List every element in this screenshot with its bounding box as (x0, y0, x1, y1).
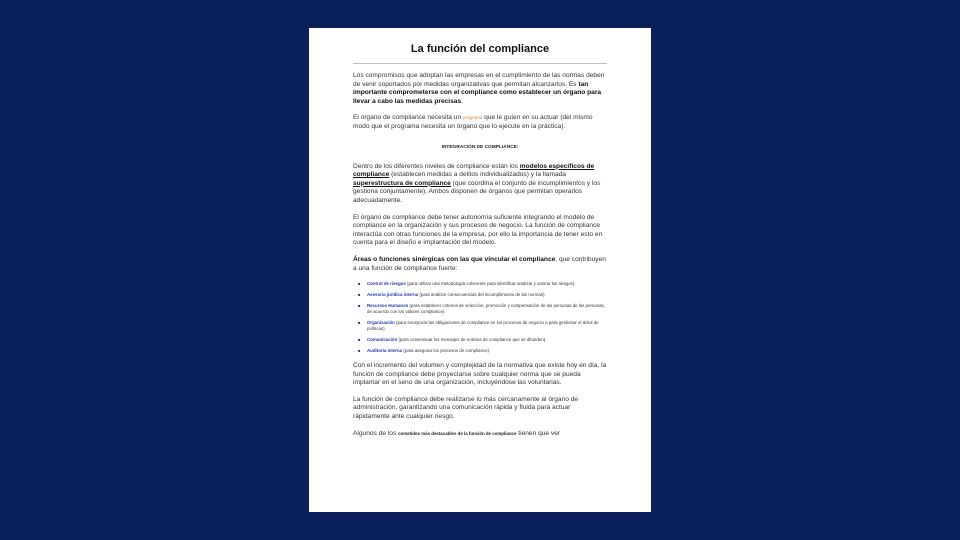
list-item (363, 348, 607, 354)
levels-paragraph (353, 163, 607, 206)
list-item (363, 320, 607, 332)
duties-paragraph (353, 430, 607, 439)
specific-models-term: modelos específicos de compliance (353, 162, 595, 179)
synergy-list (353, 281, 607, 354)
regulation-paragraph: Con el incremento del volumen y complejidad de la normativa que existe hoy en día, la función de compliance debe proyectarse sobre cualquier norma que se pueda implantar en el seno de una organización, incluyéndose las voluntarias. (353, 362, 607, 387)
list-item-text: (para asegurar los procesos de compliance). (402, 348, 491, 354)
levels-text-a: Dentro de los diferentes niveles de compliance están los (353, 162, 520, 170)
list-item (363, 292, 607, 298)
synergy-paragraph (353, 256, 607, 273)
list-item-label: Asesoría jurídica interna (367, 292, 419, 298)
title-divider (353, 63, 607, 64)
list-item-text: (para consensuar los mensajes de noticias de compliance que se difunden). (397, 337, 547, 343)
list-item-label: Auditoría interna (367, 348, 403, 354)
program-text-end: que le guíen en su actuar (del mismo modo que el programa necesita un órgano que lo ejecute en la práctica). (353, 114, 593, 130)
list-item-text: (para incorporar las obligaciones de compliance en los procesos de negocio o para gestionar el árbol de políticas). (367, 320, 599, 332)
list-item-text: (para utilizar una metodología coherente para identificar analizar y valorar los riesgos). (405, 281, 576, 287)
superstructure-term: superestructura de compliance (353, 179, 451, 187)
levels-text-c: (que coordina el conjunto de incumplimientos y los gestiona conjuntamente). Ambos disponen de órganos que permitan operarlos adecuadamente. (353, 179, 601, 204)
list-item-label: Organización (367, 320, 395, 326)
list-item-text: (para analizar consecuencias del incumplimiento de las normas). (418, 292, 546, 298)
section-heading: INTEGRACIÓN DE COMPLIANCE: (441, 144, 519, 150)
synergy-text: , que contribuyen a una función de compliance fuerte: (353, 255, 606, 272)
intro-paragraph (353, 72, 607, 106)
list-item (363, 281, 607, 287)
board-paragraph: La función de compliance debe realizarse lo más cercanamente al órgano de administración, garantizando una comunicación rápida y fluida para actuar rápidamente ante cualquier riesgo. (353, 395, 579, 421)
levels-text-b: (establecen medidas a delitos individualizados) y la llamada (389, 171, 566, 179)
list-item (363, 337, 607, 343)
program-link[interactable]: programa (462, 115, 483, 121)
intro-bold-text: tan importante comprometerse con el compliance como establecer un órgano para llevar a cabo las medidas precisas (353, 80, 602, 105)
list-item-label: Recursos Humanos (367, 303, 409, 309)
list-item-text: (para establecer criterios de selección, promoción y compensación de las personas de las personas, de acuerdo con los valores compliance). (367, 303, 605, 315)
program-paragraph (353, 114, 607, 131)
program-text-start: El órgano de compliance necesita un (353, 114, 463, 122)
list-item-label: Comunicación (367, 337, 398, 343)
duties-text-a: Algunos de los (353, 429, 399, 437)
autonomy-paragraph: El órgano de compliance debe tener autonomía suficiente integrando el modelo de compliance en la organización y sus procesos de negocio. La función de compliance interactúa con otras funciones de la empresa, por ello la importancia de tener esto en cuenta para el diseño e implantación del modelo. (353, 213, 603, 247)
list-item (363, 303, 607, 315)
intro-text: Los compromisos que adoptan las empresas en el cumplimiento de las normas deben de venir soportados por medidas organizativas que permitan alcanzarlos. Es (353, 72, 605, 88)
intro-end: . (461, 97, 463, 105)
document-page (309, 28, 651, 512)
duties-text-b: tienen que ver (516, 429, 561, 437)
page-title: La función del compliance (410, 43, 550, 55)
list-item-label: Control de riesgos (367, 281, 406, 287)
duties-small-text: cometidos más destacables de la función de compliance (398, 430, 517, 436)
synergy-bold-text: Áreas o funciones sinérgicas con las que vincular el compliance (353, 255, 556, 263)
